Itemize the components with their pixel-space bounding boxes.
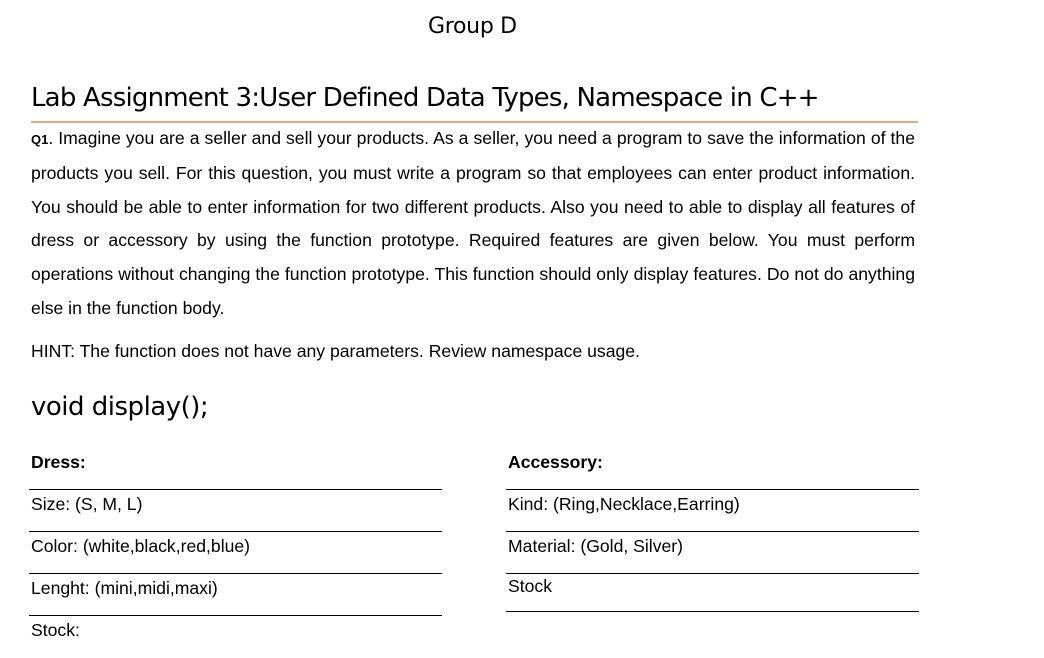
function-prototype: void display(); xyxy=(31,392,209,422)
dress-features-table xyxy=(29,450,442,658)
accessory-material-row: Material: (Gold, Silver) xyxy=(506,532,919,574)
question-paragraph xyxy=(31,122,915,326)
dress-size-row: Size: (S, M, L) xyxy=(29,490,442,532)
question-text: . Imagine you are a seller and sell your products. As a seller, you need a program to save the information of the products you sell. For this question, you must write a program so that employees can enter product information. You should be able to enter information for two different products. Also you need to able to display all features of dress or accessory by using the function prototype. Required features are given below. You must perform operations without changing the function prototype. This function should only display features. Do not do anything else in the function body. xyxy=(31,128,915,318)
dress-color-row: Color: (white,black,red,blue) xyxy=(29,532,442,574)
dress-heading: Dress: xyxy=(29,450,442,490)
dress-stock-row: Stock: xyxy=(31,620,80,640)
accessory-stock-row: Stock xyxy=(506,574,919,612)
accessory-kind-row: Kind: (Ring,Necklace,Earring) xyxy=(506,490,919,532)
accessory-heading: Accessory: xyxy=(506,450,919,490)
group-heading: Group D xyxy=(428,14,517,39)
accessory-features-table xyxy=(506,450,919,612)
hint-text: HINT: The function does not have any parameters. Review namespace usage. xyxy=(31,341,640,361)
document-title: Lab Assignment 3:User Defined Data Types, Namespace in C++ xyxy=(31,83,819,113)
dress-length-row: Lenght: (mini,midi,maxi) xyxy=(29,574,442,616)
question-label: Q1 xyxy=(31,132,49,147)
